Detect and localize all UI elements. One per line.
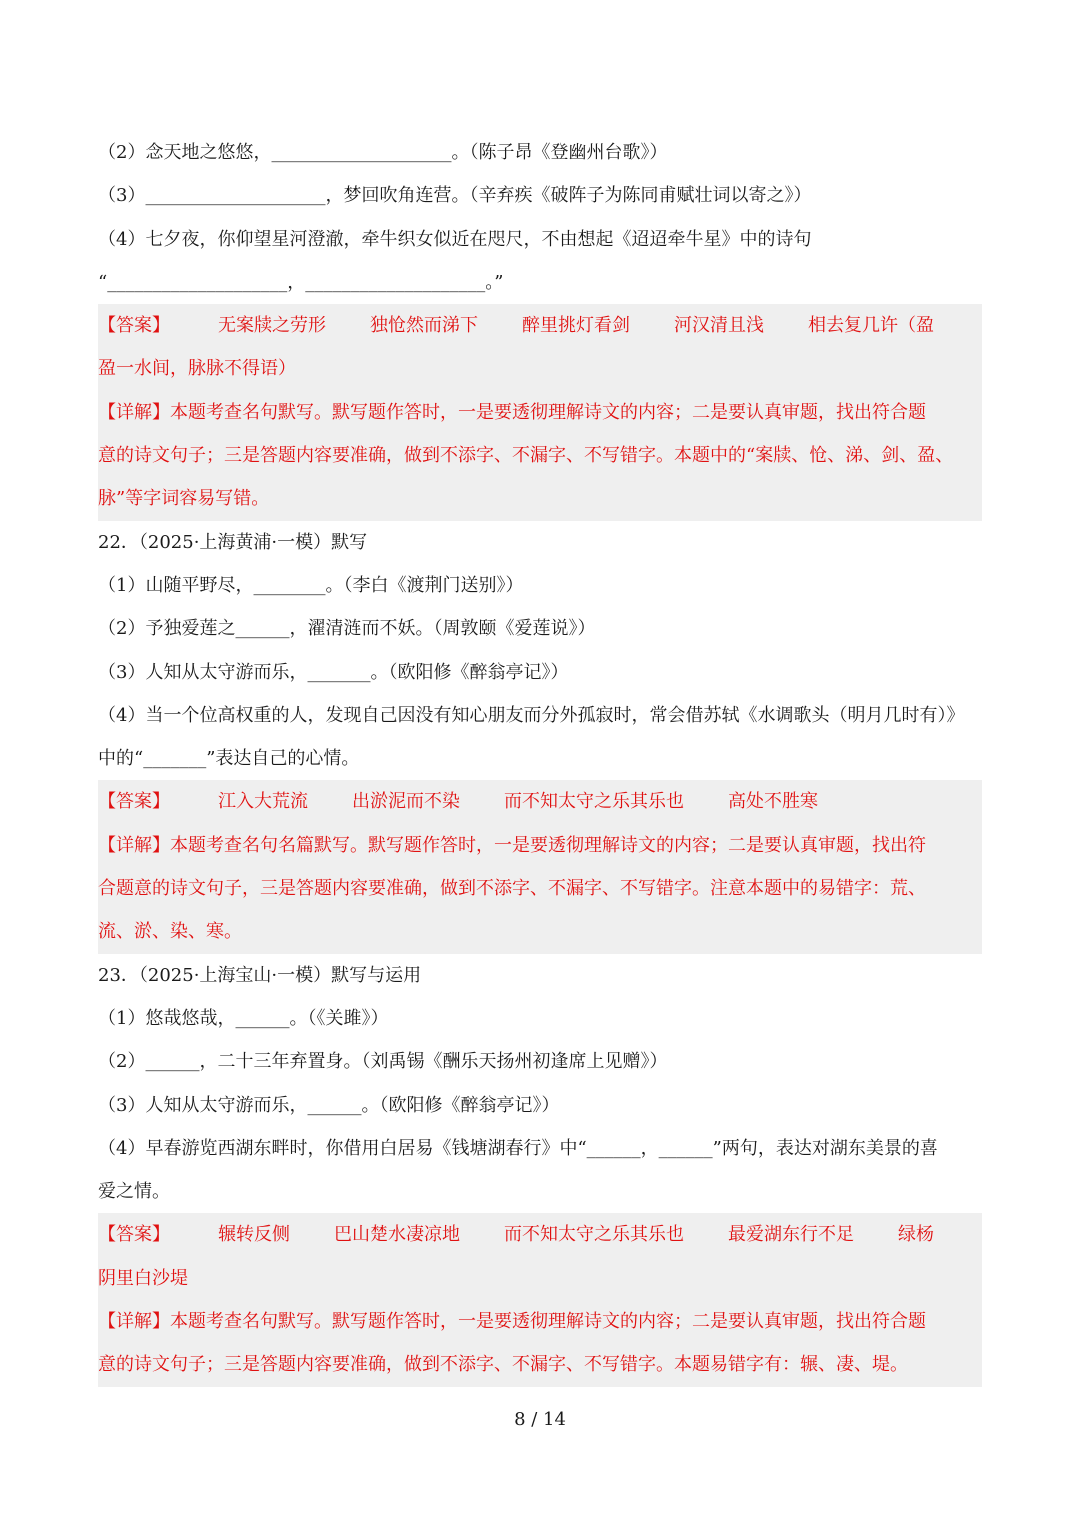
q22-item-3: （3）人知从太守游而乐，_______。（欧阳修《醉翁亭记》）: [98, 661, 569, 683]
q22-answer-box: [98, 780, 982, 953]
answer-item: 巴山楚水凄凉地: [334, 1224, 460, 1246]
q23-title: 23．（2025·上海宝山·一模）默写与运用: [98, 964, 422, 986]
answer-item: 出淤泥而不染: [352, 791, 460, 813]
q23-item-2: （2）______，二十三年弃置身。（刘禹锡《酬乐天扬州初逢席上见赠》）: [98, 1051, 668, 1073]
q23-answer-line: [98, 1213, 982, 1256]
q21-item-4-line-2: “____________________，____________________。”: [98, 271, 504, 293]
page-number: 8 / 14: [514, 1409, 566, 1430]
q21-item-3: （3）____________________，梦回吹角连营。（辛弃疾《破阵子为陈同甫赋壮词以寄之》）: [98, 185, 812, 207]
answer-item: 而不知太守之乐其乐也: [504, 1224, 684, 1246]
q23-item-4-line-2: 爱之情。: [98, 1181, 170, 1203]
q21-answer-continuation: 盈一水间，脉脉不得语）: [98, 358, 296, 380]
q21-item-4-line-1: （4）七夕夜，你仰望星河澄澈，牵牛织女似近在咫尺，不由想起《迢迢牵牛星》中的诗句: [98, 228, 812, 250]
answer-item: 绿杨: [898, 1224, 934, 1246]
answer-item: 最爱湖东行不足: [728, 1224, 854, 1246]
answer-tag: 【答案】: [98, 1224, 170, 1246]
q23-detail-line-2: 意的诗文句子；三是答题内容要准确，做到不添字、不漏字、不写错字。本题易错字有：辗、凄、堤。: [98, 1354, 908, 1376]
q23-item-4-line-1: （4）早春游览西湖东畔时，你借用白居易《钱塘湖春行》中“______，______”两句，表达对湖东美景的喜: [98, 1137, 938, 1159]
answer-item: 河汉清且浅: [674, 315, 764, 337]
q22-item-1: （1）山随平野尽，________。（李白《渡荆门送别》）: [98, 574, 524, 596]
answer-item: 无案牍之劳形: [218, 315, 326, 337]
document-page: [98, 131, 982, 1387]
q21-detail-line-1: 【详解】本题考查名句默写。默写题作答时，一是要透彻理解诗文的内容；二是要认真审题，找出符合题: [98, 401, 926, 423]
answer-tag: 【答案】: [98, 791, 170, 813]
q23-item-3: （3）人知从太守游而乐，______。（欧阳修《醉翁亭记》）: [98, 1094, 560, 1116]
q21-detail-line-3: 脉”等字词容易写错。: [98, 488, 270, 510]
q22-title: 22．（2025·上海黄浦·一模）默写: [98, 531, 368, 553]
q23-item-1: （1）悠哉悠哉，______。（《关雎》）: [98, 1007, 389, 1029]
answer-item: 醉里挑灯看剑: [522, 315, 630, 337]
q21-answer-box: [98, 304, 982, 520]
answer-item: 江入大荒流: [218, 791, 308, 813]
q22-detail-line-2: 合题意的诗文句子，三是答题内容要准确，做到不添字、不漏字、不写错字。注意本题中的易错字：荒、: [98, 878, 926, 900]
answer-item: 独怆然而涕下: [370, 315, 478, 337]
q22-item-2: （2）予独爱莲之______，濯清涟而不妖。（周敦颐《爱莲说》）: [98, 618, 596, 640]
q23-answer-box: [98, 1213, 982, 1386]
answer-item: 高处不胜寒: [728, 791, 818, 813]
answer-tag: 【答案】: [98, 315, 170, 337]
q22-detail-line-1: 【详解】本题考查名句名篇默写。默写题作答时，一是要透彻理解诗文的内容；二是要认真审题，找出符: [98, 834, 926, 856]
q22-answer-line: [98, 780, 982, 823]
q23-detail-line-1: 【详解】本题考查名句默写。默写题作答时，一是要透彻理解诗文的内容；二是要认真审题，找出符合题: [98, 1311, 926, 1333]
q23-answer-continuation: 阴里白沙堤: [98, 1267, 188, 1289]
q21-item-2: （2）念天地之悠悠，____________________。（陈子昂《登幽州台歌》）: [98, 142, 668, 163]
answer-item: 而不知太守之乐其乐也: [504, 791, 684, 813]
q22-item-4-line-2: 中的“_______”表达自己的心情。: [98, 748, 360, 770]
q22-detail-line-3: 流、淤、染、寒。: [98, 921, 242, 943]
q22-item-4-line-1: （4）当一个位高权重的人，发现自己因没有知心朋友而分外孤寂时，常会借苏轼《水调歌头（明月几时有）》: [98, 704, 965, 726]
q21-answer-line: [98, 304, 982, 347]
answer-item: 辗转反侧: [218, 1224, 290, 1246]
answer-item: 相去复几许（盈: [808, 315, 934, 337]
q21-detail-line-2: 意的诗文句子；三是答题内容要准确，做到不添字、不漏字、不写错字。本题中的“案牍、怆、涕、剑、盈、: [98, 445, 954, 467]
